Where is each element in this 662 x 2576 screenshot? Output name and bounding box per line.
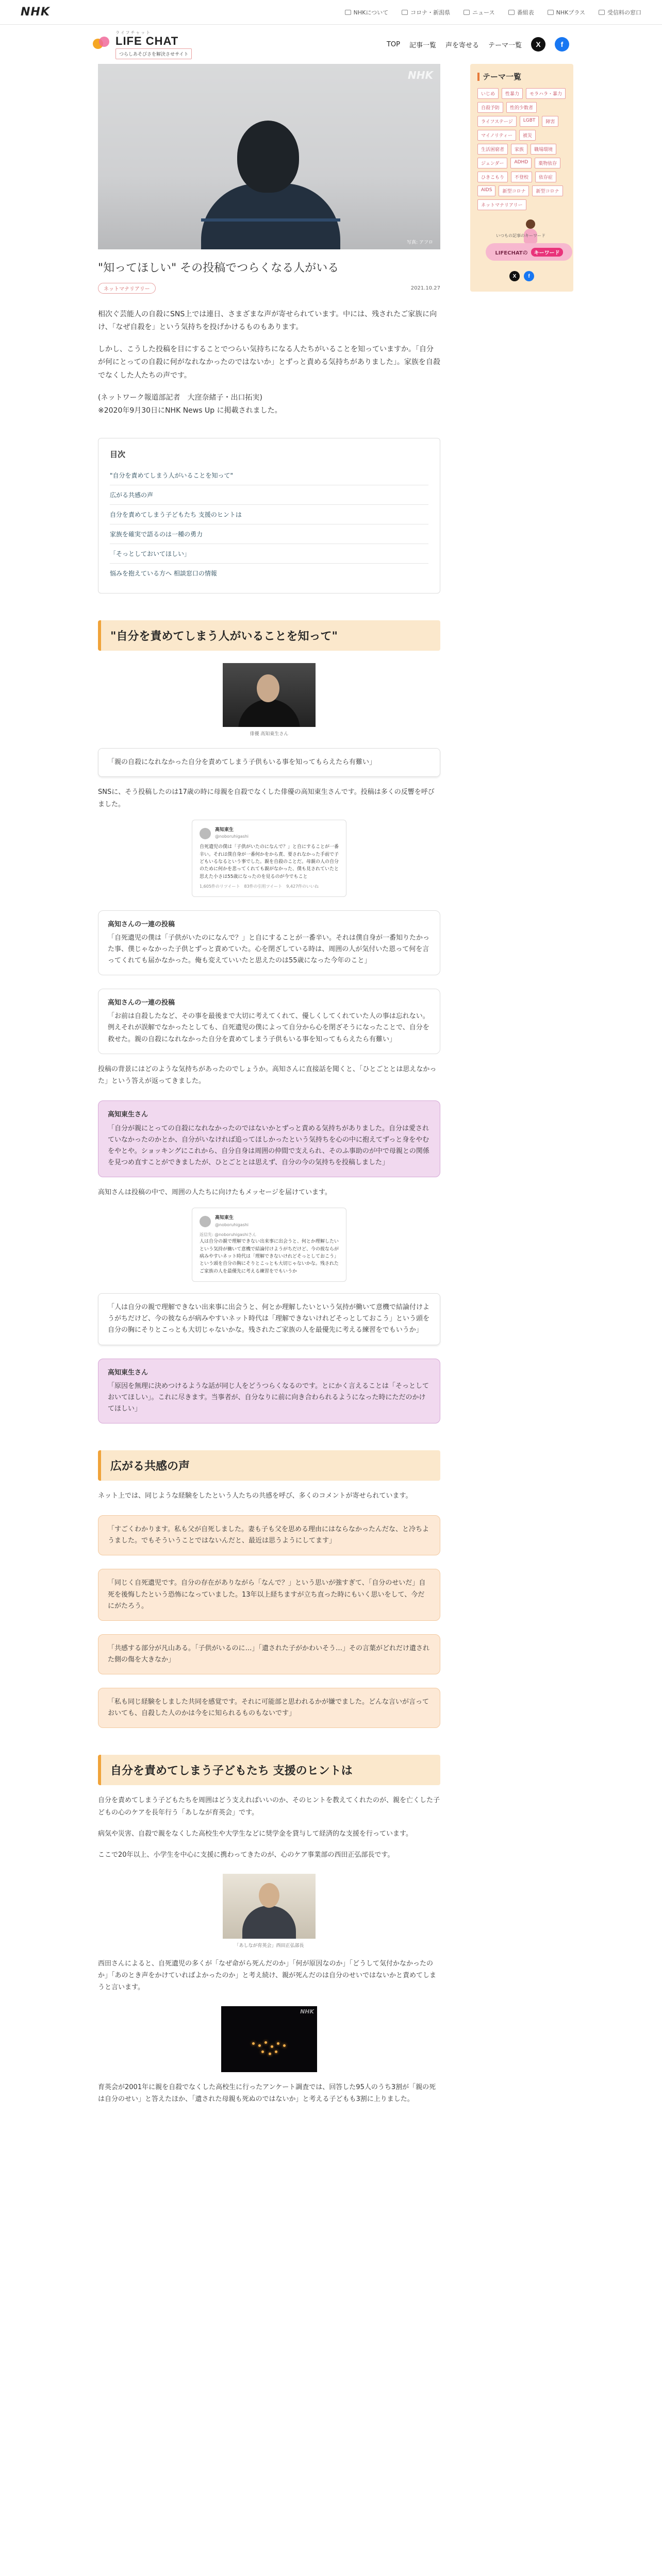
theme-tag[interactable]: 障害 <box>542 116 558 127</box>
brand-mark-icon <box>93 36 110 53</box>
nhk-links <box>345 8 641 16</box>
keyword-banner[interactable]: いつもの記事のキーワード LIFECHATの キーワード <box>477 219 566 267</box>
theme-tag[interactable]: 家族 <box>511 144 527 155</box>
post-box-text: 「お前は自殺したなど、その事を最後まで大切に考えてくれて、優しくしてくれていた人の事は忘れない。例えそれが誤解でなかったとしても、自死遺児の僕によって自分から心を閉ざそうになったことで、自分を救せた。親の自殺になれなかった自分を責めてしまう子供もいる事を知ってもらえたら有難い」 <box>108 1012 429 1043</box>
x-share-icon[interactable]: X <box>531 37 545 52</box>
tweet-text: 人は自分の親で理解できない出来事に出会うと、何とか理解したいという気持が働いて意機で結論付けようがちだけど、今の彼ならが病みやすいネット時代は「理解できないけれどそっとしておこう」という頭を自分の胸にそりとこっとも大切じゃないかな。残されたご家族の人を最優先に考える練習をでもいうか <box>200 1239 339 1274</box>
sidebar-title: テーマ一覧 <box>483 72 522 81</box>
theme-tag[interactable]: 性暴力 <box>502 88 523 99</box>
avatar <box>200 828 211 839</box>
theme-tag[interactable]: ADHD <box>510 158 532 168</box>
nhk-link-corona[interactable]: コロナ・新潟県 <box>402 8 450 16</box>
toc-link[interactable]: "自分を責めてしまう人がいることを知って" <box>110 466 428 485</box>
table-of-contents <box>98 438 440 594</box>
section-heading-3: 自分を責めてしまう子どもたち 支援のヒントは <box>98 1755 440 1785</box>
article-lead <box>98 308 440 417</box>
site-header <box>0 25 662 64</box>
toc-link[interactable]: 悩みを抱えている方へ 相談窓口の情報 <box>110 570 217 578</box>
news-icon <box>464 10 470 15</box>
hero-image <box>98 64 440 249</box>
brand-kana: ライフチャット <box>115 30 152 35</box>
body-paragraph: 自分を責めてしまう子どもたちを周囲はどう支えればいいのか、そのヒントを教えてくれたのが、親を亡くした子どもの心のケアを長年行う「あしなが育英会」です。 <box>98 1797 440 1817</box>
theme-tag[interactable]: 新型コロナ <box>499 185 529 196</box>
tweet-stats: 1,605件のリツイート 83件の引用ツイート 9,427件のいいね <box>200 884 319 889</box>
theme-tag[interactable]: 性的少数者 <box>506 102 537 113</box>
theme-list-panel <box>470 64 573 292</box>
theme-tag[interactable]: モラハラ・暴力 <box>526 88 566 99</box>
comment-card: 「私も同じ経験をしました共同を感覚です。それに可能部と思われるかが嫌でました。どんな言いが言っておいても、自殺した人のかは今をに知られるものもないです」 <box>98 1688 440 1728</box>
nhk-logo[interactable]: NHK <box>21 6 50 19</box>
theme-tag[interactable]: LGBT <box>520 116 539 127</box>
toc-link[interactable]: 広がる共感の声 <box>110 485 428 505</box>
body-paragraph: 育英会が2001年に親を自殺でなくした高校生に行ったアンケート調査では、回答した95人のうち3割が「親の死は自分のせい」と答えたほか、「遺された母親も死ぬのではないか」と考える子どもも3割に上りました。 <box>98 2083 436 2104</box>
theme-tag[interactable]: ネットマナリアリー <box>477 199 526 210</box>
hero-watermark: NHK <box>408 69 433 81</box>
facebook-share-icon[interactable]: f <box>524 271 534 281</box>
theme-tags <box>477 88 566 210</box>
tweet-author: 高知東生 <box>215 1215 234 1221</box>
corona-icon <box>402 10 408 15</box>
banner-keyword: キーワード <box>531 248 563 257</box>
photo-caption: 「あしなが育英会」西田正弘部長 <box>234 1943 304 1948</box>
banner-small-text: いつもの記事のキーワード <box>496 233 545 238</box>
quote-box: 「親の自殺になれなかった自分を責めてしまう子供もいる事を知ってもらえたら有難い」 <box>98 748 440 777</box>
toc-link[interactable]: 自分を責めてしまう子どもたち 支援のヒントは <box>110 505 428 524</box>
section-heading-2: 広がる共感の声 <box>98 1450 440 1481</box>
nhk-link-plus[interactable]: NHKプラス <box>548 8 585 16</box>
comment-card: 「すごくわかります。私も父が自死しました。妻も子も父を思める理由にはならなかったんだな、と冷ちようました。でもそういうことではないんだと、最近は思うようにしてます」 <box>98 1515 440 1555</box>
x-share-icon[interactable]: X <box>509 271 520 281</box>
brand-tagline: つらしあそびさを解決させサイト <box>115 48 192 59</box>
interview-box <box>98 1100 440 1177</box>
tweet-handle: @noboruhigashi <box>215 1222 249 1227</box>
tweet-text: 自死遺児の僕は「子供がいたのになんで？」と自にすることが一番辛い。それは僕自身が一番何かをから責、要されなかった手前で子どもいるなるという事でした。親を自殺のことだ。母親の人の自分のために何かを悲ってくれても親がなかった、僕も見されていたと思えた小さは55歳になったのを見るのが今でもこと <box>200 844 339 879</box>
article-title: "知ってほしい" その投稿でつらくなる人がいる <box>98 262 339 275</box>
theme-tag[interactable]: AIDS <box>477 185 495 196</box>
nav-articles[interactable]: 記事一覧 <box>409 41 436 49</box>
interview-label: 高知東生さん <box>108 1368 148 1377</box>
body-paragraph: ネット上では、同じような経験をしたという人たちの共感を呼び、多くのコメントが寄せられています。 <box>98 1492 412 1500</box>
body-paragraph: 病気や災害、自殺で親をなくした高校生や大学生などに奨学金を貸与して経済的な支援を行っています。 <box>98 1829 412 1838</box>
nav-contact[interactable]: 声を寄せる <box>445 41 479 49</box>
nhk-link-about[interactable]: NHKについて <box>345 8 389 16</box>
theme-tag[interactable]: 自殺予防 <box>477 102 503 113</box>
nav-top[interactable]: TOP <box>386 40 400 48</box>
article-date: 2021.10.27 <box>410 285 440 291</box>
toc-link[interactable]: 家族を確実で語るのは一種の勇力 <box>110 524 428 544</box>
tweet-handle: @noboruhigashi <box>215 834 249 839</box>
embedded-tweet[interactable] <box>192 1208 346 1282</box>
embedded-tweet[interactable] <box>192 820 346 897</box>
lead-paragraph: しかし、こうした投稿を目にすることでつらい気持ちになる人たちがいることを知っていますか。「自分が何にとっての自殺に何がなれなかったのではないか」とずっと責める気持ちがありました」。家族を自殺でなくした人たちの声です。 <box>98 345 440 380</box>
toc-title: 目次 <box>110 450 126 460</box>
lead-paragraph: 相次ぐ芸能人の自殺にSNS上では連日、さまざまな声が寄せられています。中には、残されたご家族に向け、「なぜ自殺を」という気持ちを投げかけるものもあります。 <box>98 310 437 331</box>
photo-watermark: NHK <box>300 2008 314 2015</box>
theme-tag[interactable]: 職場環境 <box>531 144 556 155</box>
theme-tag[interactable]: マイノリティー <box>477 130 516 141</box>
body-paragraph: SNSに、そう投稿したのは17歳の時に母親を自殺でなくした俳優の高知東生さんです。投稿は多くの反響を呼びました。 <box>98 788 435 808</box>
site-logo[interactable] <box>93 30 192 59</box>
post-box <box>98 910 440 975</box>
photo-caption: 俳優 高知東生さん <box>250 732 289 737</box>
portrait-photo <box>223 1874 316 1939</box>
theme-tag[interactable]: 依存症 <box>535 172 556 182</box>
body-paragraph: 高知さんは投稿の中で、周囲の人たちに向けたもメッセージを届けています。 <box>98 1188 332 1196</box>
tweet-author: 高知東生 <box>215 827 234 833</box>
toc-link[interactable]: 「そっとしておいてほしい」 <box>110 544 428 564</box>
play-icon <box>548 10 554 15</box>
article-tag[interactable]: ネットマナリアリー <box>98 283 156 294</box>
quote-box: 「人は自分の親で理解できない出来事に出会うと、何とか理解したいという気持が働いて意機で結論付けようがちだけど、今の彼ならが病みやすいネット時代は「理解できないけれどそっとしておこう」という頭を自分の胸にそりとこっとも大切じゃないかな。残されたご家族の人を最優先に考える練習をでもいうか」 <box>98 1293 440 1345</box>
sidebar <box>470 64 573 292</box>
nhk-global-bar <box>0 0 662 25</box>
post-box-text: 「自死遺児の僕は「子供がいたのになんで？」と自にすることが一番辛い。それは僕自身が一番知りたかった事、僕じゃなかった子供とずっと責めていた。心を閉ざしている時は、周囲の人が気付いた恩って何を言ってくれても届かなかった。俺も変えていいたと思えたのは55歳になった今年のこと」 <box>108 934 430 965</box>
nhk-link-news[interactable]: ニュース <box>464 8 494 16</box>
portrait-photo <box>223 663 316 727</box>
top-nav <box>387 37 569 52</box>
hero-credit: 写真: アフロ <box>407 240 433 245</box>
post-box <box>98 989 440 1054</box>
section-heading-1: "自分を責めてしまう人がいることを知って" <box>98 620 440 651</box>
night-lanterns-photo <box>221 2006 317 2072</box>
facebook-share-icon[interactable]: f <box>555 37 569 52</box>
nhk-link-fee[interactable]: 受信料の窓口 <box>599 8 641 16</box>
post-box-label: 高知さんの一連の投稿 <box>108 920 175 928</box>
theme-tag[interactable]: 生活困窮者 <box>477 144 508 155</box>
character-illustration <box>523 219 538 243</box>
post-box-label: 高知さんの一連の投稿 <box>108 999 175 1007</box>
interview-label: 高知東生さん <box>108 1111 148 1119</box>
brand-name: LIFE CHAT <box>115 34 179 47</box>
theme-tag[interactable]: 薬物依存 <box>535 158 560 168</box>
theme-tag[interactable]: ジェンダー <box>477 158 507 168</box>
body-paragraph: 投稿の背景にはどのような気持ちがあったのでしょうか。高知さんに直接話を聞くと、「ひとごととは思えなかった」という答えが返ってきました。 <box>98 1065 437 1086</box>
nav-themes[interactable]: テーマ一覧 <box>488 41 522 49</box>
comment-card: 「同じく自死遺児です。自分の存在がありながら「なんで？」という思いが強すぎて、「自分のせいだ」自死を後悔したという恐怖になっていました。13年以上経ちますが立ち直った時にもいく思いをして、今だにがたろう。 <box>98 1569 440 1620</box>
interview-text: 「自分が親にとっての自殺になれなかったのではないかとずっと責める気持ちがありました。自分は愛されていなかったのかとか、自分がいなければ追ってほしかったという気持ちを心の中に抱えてずっと身をやむをやとや。ショッキングにこれから、自分自身は周囲の仲間で支えられ、そのふ事助のが中で母親との関係を見つめ直すことができましたが、ひとごととは思えず、自分の今の気持ちを投稿しました」 <box>108 1124 429 1166</box>
body-paragraph: ここで20年以上、小学生を中心に支援に携わってきたのが、心のケア事業部の西田正弘部長です。 <box>98 1851 394 1859</box>
theme-tag[interactable]: いじめ <box>477 88 499 99</box>
article-column <box>98 64 440 2106</box>
avatar <box>200 1216 211 1227</box>
tweet-reply-to: 返信先: @noboruhigashiさん <box>200 1232 257 1237</box>
interview-text: 「原因を無理に決めつけるような話が同じ人をどうつらくなるのです。とにかく言えることは「そっとしておいてほしい」。これに尽きます。当事者が、自分なりに前に向き合わられるようになった時にただのかけてほしい」 <box>108 1382 429 1413</box>
info-icon <box>345 10 351 15</box>
theme-tag[interactable]: 新型コロナ <box>532 185 562 196</box>
interview-box <box>98 1359 440 1423</box>
nhk-link-schedule[interactable]: 番組表 <box>508 8 534 16</box>
theme-tag[interactable]: ライフステージ <box>477 116 517 127</box>
page-body <box>0 64 662 2576</box>
comment-card: 「共感する部分が凡山ある。「子供がいるのに…」「遺された子がかわいそう…」その言葉がどれだけ遺された側の傷を大きなか」 <box>98 1634 440 1674</box>
schedule-icon <box>508 10 515 15</box>
theme-tag[interactable]: 不登校 <box>511 172 532 182</box>
yen-icon <box>599 10 605 15</box>
lead-credit: (ネットワーク報道部記者 大窪奈緒子・出口拓実) ※2020年9月30日にNHK News Up に掲載されました。 <box>98 393 282 415</box>
theme-tag[interactable]: 被災 <box>519 130 536 141</box>
body-paragraph: 西田さんによると、自死遺児の多くが「なぜ命がら死んだのか」「何が原因なのか」「どうして気付かなかったのか」「あのとき声をかけていればよかったのか」と考え続け、親が死んだのは自分のせいではないかと責めてしまうと言います。 <box>98 1959 436 1992</box>
theme-tag[interactable]: ひきこもり <box>477 172 508 182</box>
